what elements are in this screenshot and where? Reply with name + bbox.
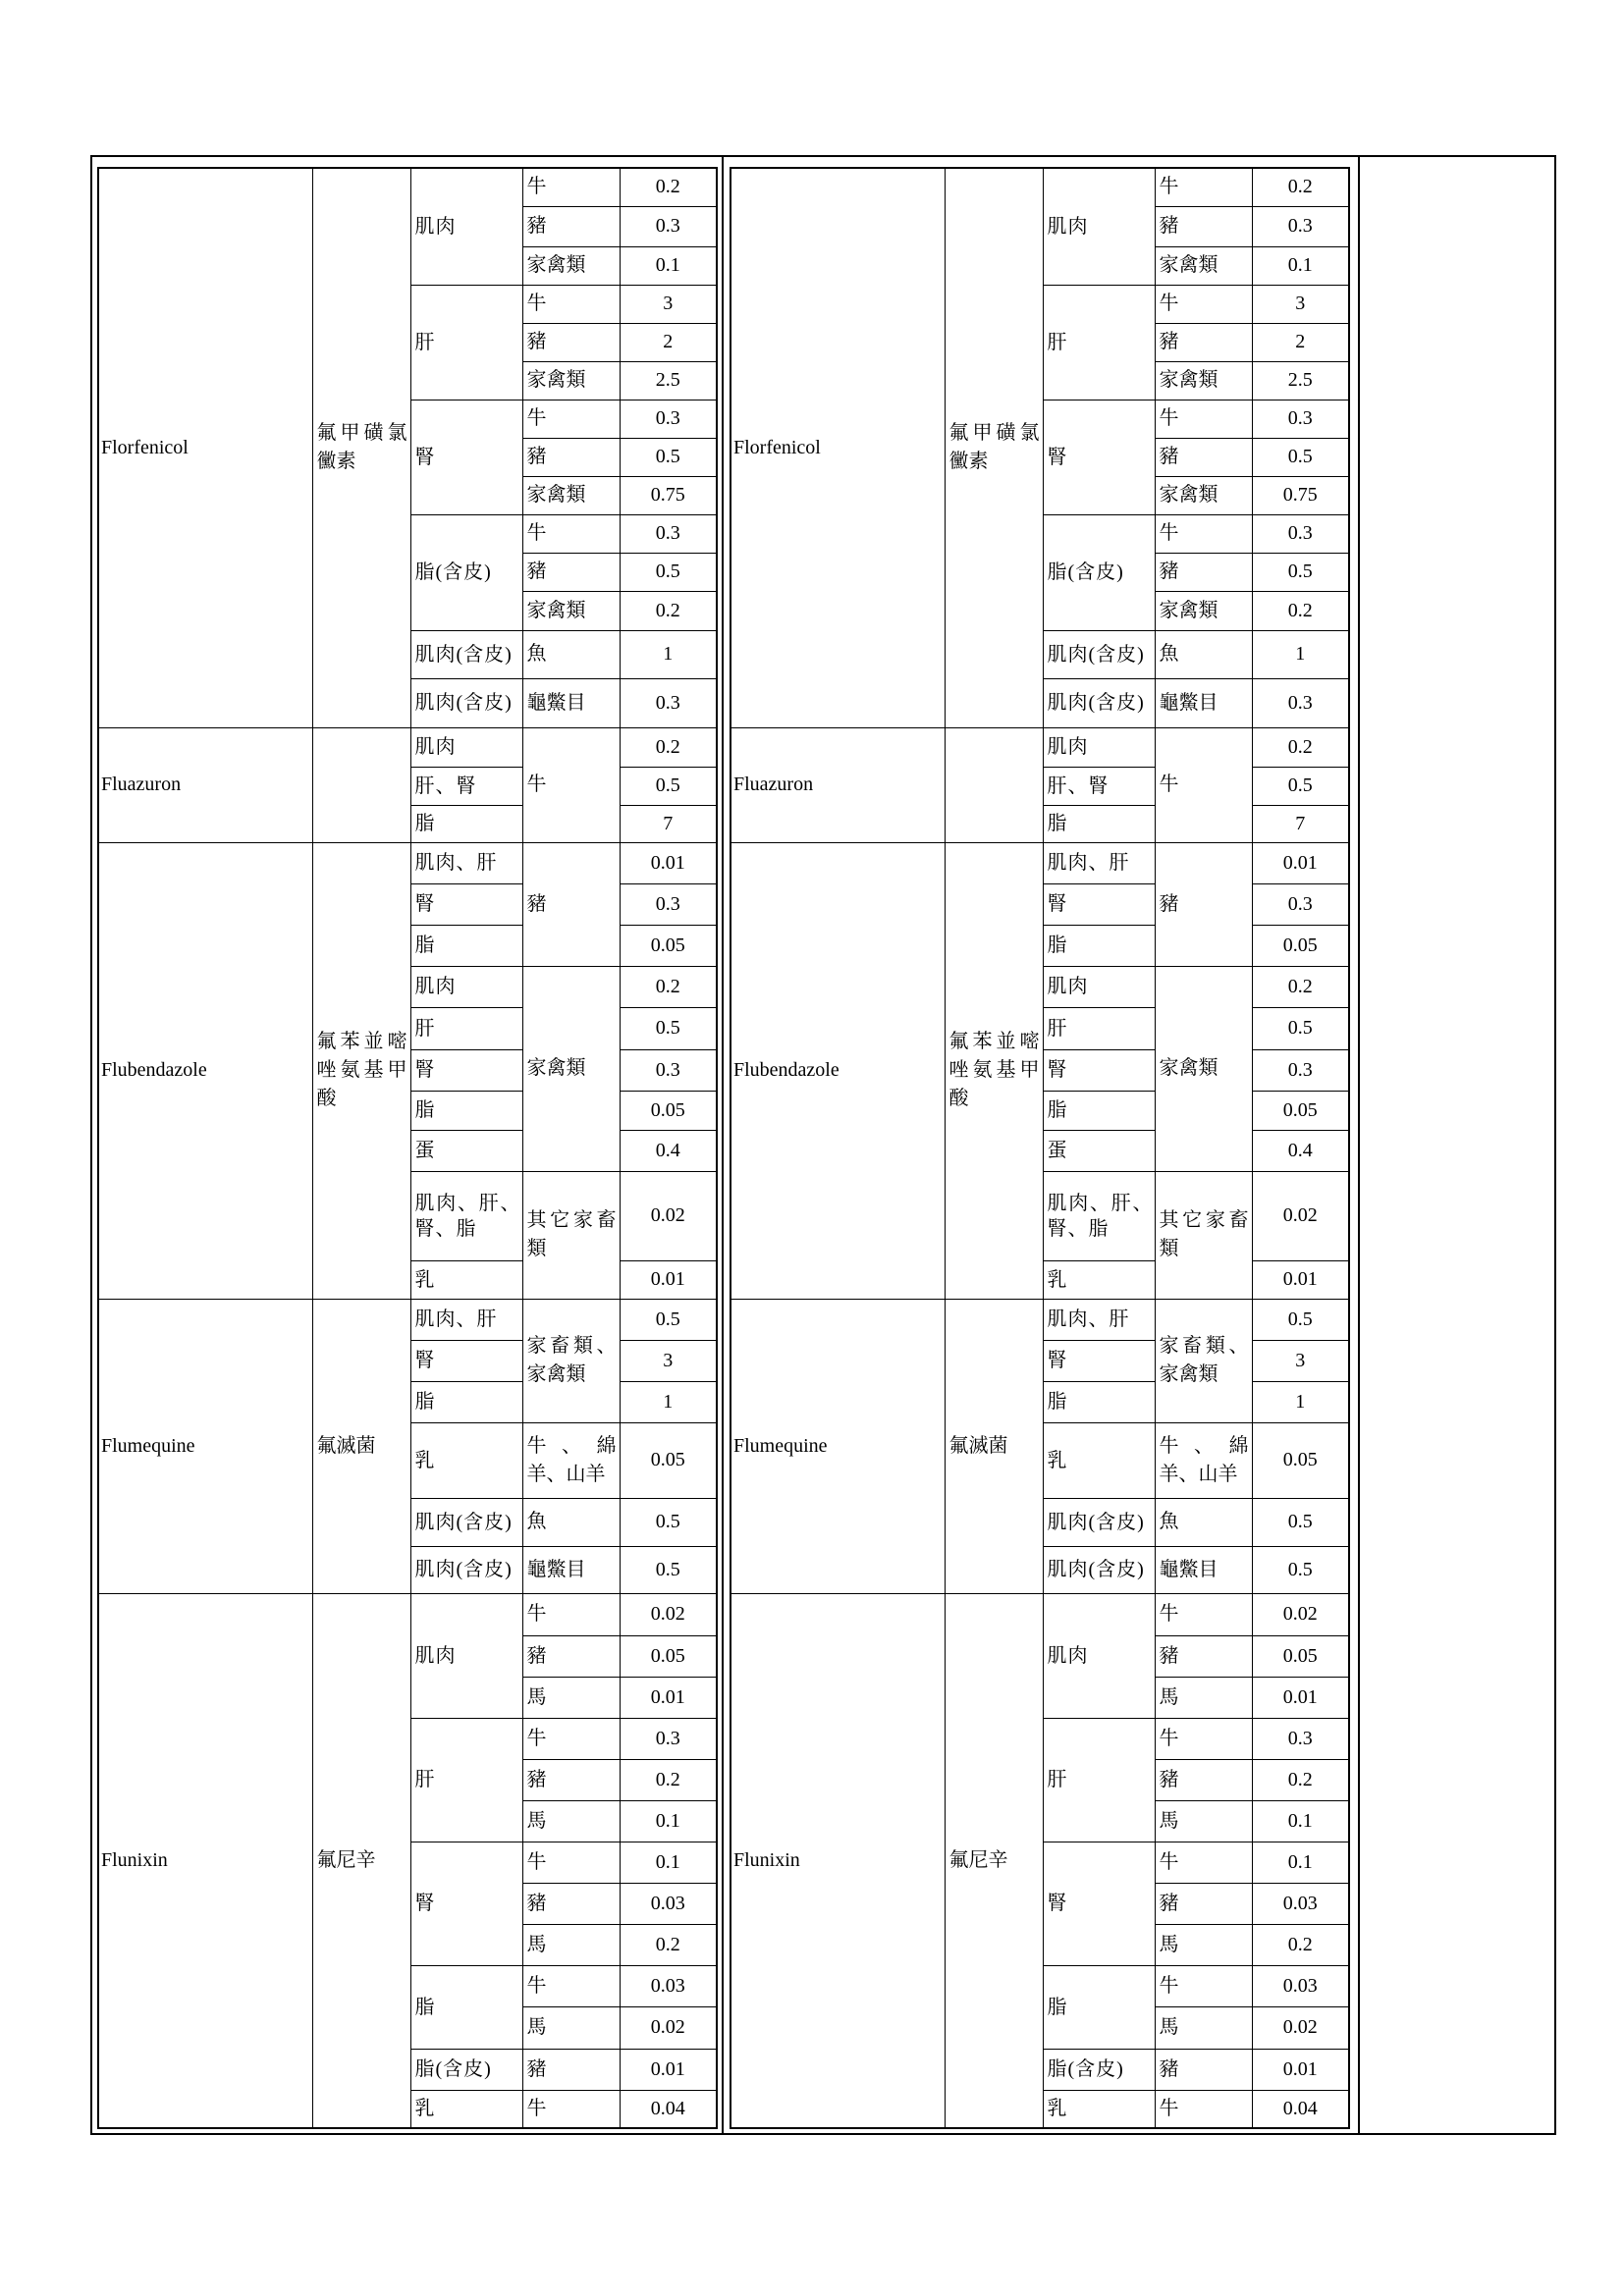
tissue-cell: 乳 bbox=[1043, 1260, 1155, 1299]
drug-name-en: Flubendazole bbox=[731, 842, 945, 1299]
species-cell: 家禽類 bbox=[1155, 591, 1252, 630]
mrl-value-cell: 0.5 bbox=[620, 1007, 717, 1049]
mrl-value-cell: 0.2 bbox=[1252, 966, 1349, 1007]
species-cell: 家禽類 bbox=[1155, 246, 1252, 285]
mrl-value-cell: 0.3 bbox=[620, 883, 717, 925]
tissue-cell: 脂 bbox=[1043, 1381, 1155, 1422]
species-cell: 牛 bbox=[522, 2090, 620, 2128]
tissue-cell: 脂 bbox=[1043, 925, 1155, 966]
mrl-value-cell: 2 bbox=[1252, 323, 1349, 361]
species-cell: 家禽類 bbox=[1155, 966, 1252, 1171]
tissue-cell: 肝 bbox=[410, 1718, 522, 1842]
mrl-value-cell: 0.3 bbox=[620, 678, 717, 727]
tissue-cell: 肌肉 bbox=[410, 966, 522, 1007]
mrl-value-cell: 0.3 bbox=[1252, 206, 1349, 246]
tissue-cell: 腎 bbox=[410, 883, 522, 925]
species-cell: 家禽類 bbox=[522, 966, 620, 1171]
table-row bbox=[731, 842, 1349, 883]
species-cell: 龜鱉目 bbox=[1155, 1546, 1252, 1593]
mrl-value-cell: 0.1 bbox=[1252, 246, 1349, 285]
drug-name-zh: 氟甲磺氯黴素 bbox=[945, 168, 1043, 727]
tissue-cell: 肌肉 bbox=[1043, 1593, 1155, 1718]
mrl-value-cell: 0.01 bbox=[1252, 1677, 1349, 1718]
species-cell: 其它家畜類 bbox=[1155, 1171, 1252, 1299]
mrl-value-cell: 0.04 bbox=[1252, 2090, 1349, 2128]
mrl-value-cell: 0.1 bbox=[1252, 1842, 1349, 1883]
species-cell: 牛 bbox=[1155, 2090, 1252, 2128]
drug-name-en: Flunixin bbox=[98, 1593, 312, 2128]
tissue-cell: 肌肉、肝、腎、脂 bbox=[1043, 1171, 1155, 1260]
species-cell: 牛、綿羊、山羊 bbox=[522, 1422, 620, 1498]
species-cell: 牛 bbox=[522, 1718, 620, 1759]
mrl-value-cell: 0.4 bbox=[620, 1130, 717, 1171]
tissue-cell: 脂 bbox=[1043, 805, 1155, 842]
species-cell: 馬 bbox=[522, 2006, 620, 2049]
mrl-value-cell: 0.3 bbox=[1252, 1049, 1349, 1091]
mrl-value-cell: 0.04 bbox=[620, 2090, 717, 2128]
mrl-value-cell: 0.01 bbox=[620, 1260, 717, 1299]
drug-name-zh: 氟滅菌 bbox=[312, 1299, 410, 1593]
species-cell: 家禽類 bbox=[1155, 361, 1252, 400]
mrl-value-cell: 1 bbox=[1252, 630, 1349, 678]
mrl-value-cell: 0.3 bbox=[1252, 400, 1349, 438]
species-cell: 豬 bbox=[522, 553, 620, 591]
mrl-value-cell: 0.5 bbox=[620, 438, 717, 476]
species-cell: 牛 bbox=[1155, 168, 1252, 206]
drug-name-en: Flubendazole bbox=[98, 842, 312, 1299]
species-cell: 豬 bbox=[522, 2049, 620, 2090]
mrl-value-cell: 0.1 bbox=[620, 1800, 717, 1842]
table-row bbox=[98, 1299, 717, 1340]
table-row bbox=[731, 168, 1349, 206]
mrl-value-cell: 0.2 bbox=[620, 591, 717, 630]
species-cell: 家禽類 bbox=[522, 361, 620, 400]
mrl-value-cell: 0.02 bbox=[620, 1171, 717, 1260]
species-cell: 牛 bbox=[522, 400, 620, 438]
mrl-value-cell: 0.5 bbox=[1252, 1299, 1349, 1340]
tissue-cell: 脂(含皮) bbox=[1043, 2049, 1155, 2090]
tissue-cell: 乳 bbox=[410, 1260, 522, 1299]
mrl-value-cell: 0.5 bbox=[620, 553, 717, 591]
species-cell: 豬 bbox=[1155, 438, 1252, 476]
mrl-value-cell: 0.1 bbox=[620, 1842, 717, 1883]
mrl-value-cell: 0.2 bbox=[620, 168, 717, 206]
species-cell: 家畜類、家禽類 bbox=[1155, 1299, 1252, 1422]
empty-right-column bbox=[1360, 157, 1554, 2133]
table-body bbox=[98, 168, 717, 2128]
mrl-value-cell: 3 bbox=[1252, 285, 1349, 323]
tissue-cell: 肝、腎 bbox=[410, 767, 522, 805]
species-cell: 豬 bbox=[522, 842, 620, 966]
mrl-value-cell: 0.02 bbox=[620, 1593, 717, 1635]
species-cell: 豬 bbox=[1155, 323, 1252, 361]
mrl-value-cell: 0.02 bbox=[1252, 2006, 1349, 2049]
mrl-value-cell: 0.1 bbox=[1252, 1800, 1349, 1842]
mrl-value-cell: 0.4 bbox=[1252, 1130, 1349, 1171]
mrl-value-cell: 2 bbox=[620, 323, 717, 361]
species-cell: 馬 bbox=[1155, 1677, 1252, 1718]
species-cell: 豬 bbox=[1155, 206, 1252, 246]
species-cell: 馬 bbox=[522, 1800, 620, 1842]
tissue-cell: 腎 bbox=[1043, 400, 1155, 514]
mrl-value-cell: 0.5 bbox=[1252, 1546, 1349, 1593]
tissue-cell: 腎 bbox=[410, 1340, 522, 1381]
species-cell: 牛 bbox=[1155, 1842, 1252, 1883]
mrl-value-cell: 0.5 bbox=[1252, 553, 1349, 591]
tissue-cell: 脂 bbox=[1043, 1965, 1155, 2049]
species-cell: 牛 bbox=[522, 285, 620, 323]
species-cell: 牛、綿羊、山羊 bbox=[1155, 1422, 1252, 1498]
tissue-cell: 脂 bbox=[1043, 1091, 1155, 1130]
species-cell: 其它家畜類 bbox=[522, 1171, 620, 1299]
species-cell: 牛 bbox=[1155, 400, 1252, 438]
species-cell: 家禽類 bbox=[1155, 476, 1252, 514]
drug-name-en: Flumequine bbox=[731, 1299, 945, 1593]
drug-name-en: Florfenicol bbox=[98, 168, 312, 727]
tissue-cell: 肌肉、肝 bbox=[410, 842, 522, 883]
mrl-value-cell: 0.01 bbox=[1252, 1260, 1349, 1299]
tissue-cell: 乳 bbox=[1043, 1422, 1155, 1498]
species-cell: 豬 bbox=[1155, 842, 1252, 966]
species-cell: 牛 bbox=[522, 1965, 620, 2006]
mrl-value-cell: 0.3 bbox=[1252, 883, 1349, 925]
mrl-value-cell: 0.2 bbox=[1252, 727, 1349, 767]
tissue-cell: 肌肉 bbox=[1043, 727, 1155, 767]
tissue-cell: 肌肉(含皮) bbox=[1043, 1498, 1155, 1546]
drug-name-zh: 氟甲磺氯黴素 bbox=[312, 168, 410, 727]
tissue-cell: 肝 bbox=[410, 285, 522, 400]
tissue-cell: 脂 bbox=[410, 1091, 522, 1130]
mrl-value-cell: 0.05 bbox=[1252, 1635, 1349, 1677]
species-cell: 牛 bbox=[1155, 1718, 1252, 1759]
tissue-cell: 肌肉 bbox=[410, 1593, 522, 1718]
tissue-cell: 腎 bbox=[410, 1842, 522, 1965]
table-row bbox=[731, 1299, 1349, 1340]
tissue-cell: 脂 bbox=[410, 1965, 522, 2049]
mrl-value-cell: 3 bbox=[620, 285, 717, 323]
tissue-cell: 脂(含皮) bbox=[410, 2049, 522, 2090]
mrl-value-cell: 0.3 bbox=[620, 206, 717, 246]
mrl-value-cell: 0.01 bbox=[1252, 842, 1349, 883]
drug-name-zh bbox=[312, 727, 410, 842]
species-cell: 家禽類 bbox=[522, 476, 620, 514]
mrl-value-cell: 0.02 bbox=[1252, 1593, 1349, 1635]
tissue-cell: 乳 bbox=[410, 2090, 522, 2128]
mrl-value-cell: 0.2 bbox=[1252, 591, 1349, 630]
mrl-value-cell: 3 bbox=[620, 1340, 717, 1381]
species-cell: 馬 bbox=[1155, 1924, 1252, 1965]
tissue-cell: 肌肉 bbox=[410, 168, 522, 285]
species-cell: 牛 bbox=[522, 727, 620, 842]
species-cell: 豬 bbox=[522, 1759, 620, 1800]
drug-name-zh: 氟苯並嘧唑氨基甲酸 bbox=[945, 842, 1043, 1299]
mrl-value-cell: 0.3 bbox=[620, 514, 717, 553]
mrl-value-cell: 0.05 bbox=[620, 1422, 717, 1498]
species-cell: 豬 bbox=[1155, 1635, 1252, 1677]
species-cell: 豬 bbox=[1155, 1759, 1252, 1800]
tissue-cell: 肌肉(含皮) bbox=[410, 630, 522, 678]
mrl-value-cell: 0.01 bbox=[1252, 2049, 1349, 2090]
tissue-cell: 肌肉、肝、腎、脂 bbox=[410, 1171, 522, 1260]
mrl-value-cell: 2.5 bbox=[1252, 361, 1349, 400]
tissue-cell: 蛋 bbox=[1043, 1130, 1155, 1171]
mrl-value-cell: 0.3 bbox=[620, 400, 717, 438]
mrl-value-cell: 1 bbox=[1252, 1381, 1349, 1422]
mrl-value-cell: 0.2 bbox=[620, 966, 717, 1007]
mrl-value-cell: 0.3 bbox=[620, 1049, 717, 1091]
mrl-value-cell: 0.3 bbox=[1252, 678, 1349, 727]
mrl-value-cell: 0.3 bbox=[620, 1718, 717, 1759]
mrl-value-cell: 0.03 bbox=[1252, 1883, 1349, 1924]
mrl-value-cell: 0.75 bbox=[620, 476, 717, 514]
species-cell: 豬 bbox=[1155, 553, 1252, 591]
mrl-value-cell: 0.03 bbox=[620, 1883, 717, 1924]
mrl-value-cell: 2.5 bbox=[620, 361, 717, 400]
tissue-cell: 脂 bbox=[410, 1381, 522, 1422]
drug-name-zh bbox=[945, 727, 1043, 842]
tissue-cell: 肌肉(含皮) bbox=[1043, 630, 1155, 678]
mrl-value-cell: 0.2 bbox=[1252, 1759, 1349, 1800]
mrl-value-cell: 0.5 bbox=[1252, 1498, 1349, 1546]
species-cell: 龜鱉目 bbox=[522, 1546, 620, 1593]
tissue-cell: 腎 bbox=[1043, 1049, 1155, 1091]
tissue-cell: 乳 bbox=[1043, 2090, 1155, 2128]
drug-name-zh: 氟尼辛 bbox=[312, 1593, 410, 2128]
species-cell: 馬 bbox=[1155, 1800, 1252, 1842]
species-cell: 牛 bbox=[1155, 514, 1252, 553]
mrl-value-cell: 0.05 bbox=[1252, 1422, 1349, 1498]
species-cell: 牛 bbox=[522, 1593, 620, 1635]
species-cell: 牛 bbox=[522, 1842, 620, 1883]
mrl-value-cell: 0.05 bbox=[620, 1635, 717, 1677]
tissue-cell: 肌肉 bbox=[1043, 168, 1155, 285]
drug-name-zh: 氟苯並嘧唑氨基甲酸 bbox=[312, 842, 410, 1299]
tissue-cell: 腎 bbox=[1043, 883, 1155, 925]
species-cell: 魚 bbox=[522, 1498, 620, 1546]
table-body bbox=[731, 168, 1349, 2128]
tissue-cell: 肌肉(含皮) bbox=[1043, 678, 1155, 727]
species-cell: 家禽類 bbox=[522, 591, 620, 630]
mrl-value-cell: 0.05 bbox=[1252, 1091, 1349, 1130]
species-cell: 龜鱉目 bbox=[1155, 678, 1252, 727]
species-cell: 豬 bbox=[522, 323, 620, 361]
species-cell: 魚 bbox=[1155, 630, 1252, 678]
mrl-value-cell: 0.03 bbox=[1252, 1965, 1349, 2006]
table-row bbox=[98, 1593, 717, 1635]
table-row bbox=[731, 727, 1349, 767]
drug-name-zh: 氟尼辛 bbox=[945, 1593, 1043, 2128]
mrl-value-cell: 0.5 bbox=[620, 767, 717, 805]
drug-name-en: Florfenicol bbox=[731, 168, 945, 727]
tissue-cell: 蛋 bbox=[410, 1130, 522, 1171]
mrl-value-cell: 0.03 bbox=[620, 1965, 717, 2006]
tissue-cell: 肌肉、肝 bbox=[410, 1299, 522, 1340]
species-cell: 牛 bbox=[522, 168, 620, 206]
species-cell: 家禽類 bbox=[522, 246, 620, 285]
species-cell: 牛 bbox=[522, 514, 620, 553]
column-divider bbox=[722, 155, 724, 2135]
drug-name-zh: 氟滅菌 bbox=[945, 1299, 1043, 1593]
drug-name-en: Fluazuron bbox=[98, 727, 312, 842]
mrl-value-cell: 0.2 bbox=[620, 727, 717, 767]
mrl-value-cell: 0.01 bbox=[620, 1677, 717, 1718]
tissue-cell: 肌肉(含皮) bbox=[410, 1498, 522, 1546]
mrl-value-cell: 0.5 bbox=[1252, 767, 1349, 805]
species-cell: 牛 bbox=[1155, 1965, 1252, 2006]
tissue-cell: 肌肉 bbox=[410, 727, 522, 767]
species-cell: 龜鱉目 bbox=[522, 678, 620, 727]
tissue-cell: 脂 bbox=[410, 805, 522, 842]
mrl-value-cell: 0.3 bbox=[1252, 1718, 1349, 1759]
mrl-value-cell: 0.5 bbox=[620, 1299, 717, 1340]
species-cell: 魚 bbox=[1155, 1498, 1252, 1546]
table-row bbox=[731, 1593, 1349, 1635]
mrl-value-cell: 0.5 bbox=[1252, 438, 1349, 476]
drug-name-en: Flunixin bbox=[731, 1593, 945, 2128]
tissue-cell: 肌肉、肝 bbox=[1043, 1299, 1155, 1340]
mrl-value-cell: 1 bbox=[620, 630, 717, 678]
tissue-cell: 腎 bbox=[410, 400, 522, 514]
species-cell: 牛 bbox=[1155, 727, 1252, 842]
species-cell: 馬 bbox=[522, 1924, 620, 1965]
table-row bbox=[98, 842, 717, 883]
species-cell: 豬 bbox=[522, 1883, 620, 1924]
species-cell: 豬 bbox=[1155, 1883, 1252, 1924]
species-cell: 豬 bbox=[522, 206, 620, 246]
tissue-cell: 脂 bbox=[410, 925, 522, 966]
drug-name-en: Flumequine bbox=[98, 1299, 312, 1593]
tissue-cell: 肝 bbox=[1043, 1718, 1155, 1842]
species-cell: 豬 bbox=[1155, 2049, 1252, 2090]
species-cell: 豬 bbox=[522, 1635, 620, 1677]
species-cell: 魚 bbox=[522, 630, 620, 678]
mrl-table-right bbox=[730, 167, 1350, 2129]
drug-name-en: Fluazuron bbox=[731, 727, 945, 842]
species-cell: 牛 bbox=[1155, 285, 1252, 323]
tissue-cell: 脂(含皮) bbox=[410, 514, 522, 630]
species-cell: 豬 bbox=[522, 438, 620, 476]
species-cell: 牛 bbox=[1155, 1593, 1252, 1635]
tissue-cell: 乳 bbox=[410, 1422, 522, 1498]
mrl-value-cell: 0.02 bbox=[620, 2006, 717, 2049]
mrl-value-cell: 0.01 bbox=[620, 2049, 717, 2090]
tissue-cell: 腎 bbox=[1043, 1340, 1155, 1381]
mrl-table-left bbox=[97, 167, 718, 2129]
species-cell: 馬 bbox=[522, 1677, 620, 1718]
mrl-value-cell: 0.01 bbox=[620, 842, 717, 883]
tissue-cell: 腎 bbox=[1043, 1842, 1155, 1965]
mrl-value-cell: 0.75 bbox=[1252, 476, 1349, 514]
tissue-cell: 肌肉(含皮) bbox=[410, 678, 522, 727]
mrl-value-cell: 7 bbox=[1252, 805, 1349, 842]
mrl-value-cell: 0.3 bbox=[1252, 514, 1349, 553]
tissue-cell: 肌肉 bbox=[1043, 966, 1155, 1007]
tissue-cell: 肌肉(含皮) bbox=[410, 1546, 522, 1593]
species-cell: 馬 bbox=[1155, 2006, 1252, 2049]
mrl-value-cell: 0.05 bbox=[620, 1091, 717, 1130]
tissue-cell: 肝 bbox=[1043, 285, 1155, 400]
mrl-value-cell: 0.2 bbox=[1252, 1924, 1349, 1965]
tissue-cell: 肌肉、肝 bbox=[1043, 842, 1155, 883]
mrl-value-cell: 1 bbox=[620, 1381, 717, 1422]
mrl-value-cell: 0.2 bbox=[620, 1924, 717, 1965]
mrl-value-cell: 0.05 bbox=[1252, 925, 1349, 966]
tissue-cell: 肝 bbox=[410, 1007, 522, 1049]
mrl-value-cell: 0.1 bbox=[620, 246, 717, 285]
mrl-value-cell: 0.2 bbox=[620, 1759, 717, 1800]
tissue-cell: 腎 bbox=[410, 1049, 522, 1091]
table-row bbox=[98, 727, 717, 767]
mrl-value-cell: 0.02 bbox=[1252, 1171, 1349, 1260]
table-row bbox=[98, 168, 717, 206]
tissue-cell: 肌肉(含皮) bbox=[1043, 1546, 1155, 1593]
tissue-cell: 脂(含皮) bbox=[1043, 514, 1155, 630]
mrl-value-cell: 0.5 bbox=[620, 1546, 717, 1593]
mrl-value-cell: 0.5 bbox=[620, 1498, 717, 1546]
mrl-value-cell: 0.2 bbox=[1252, 168, 1349, 206]
mrl-value-cell: 0.5 bbox=[1252, 1007, 1349, 1049]
tissue-cell: 肝、腎 bbox=[1043, 767, 1155, 805]
mrl-value-cell: 7 bbox=[620, 805, 717, 842]
species-cell: 家畜類、家禽類 bbox=[522, 1299, 620, 1422]
mrl-value-cell: 3 bbox=[1252, 1340, 1349, 1381]
tissue-cell: 肝 bbox=[1043, 1007, 1155, 1049]
mrl-value-cell: 0.05 bbox=[620, 925, 717, 966]
